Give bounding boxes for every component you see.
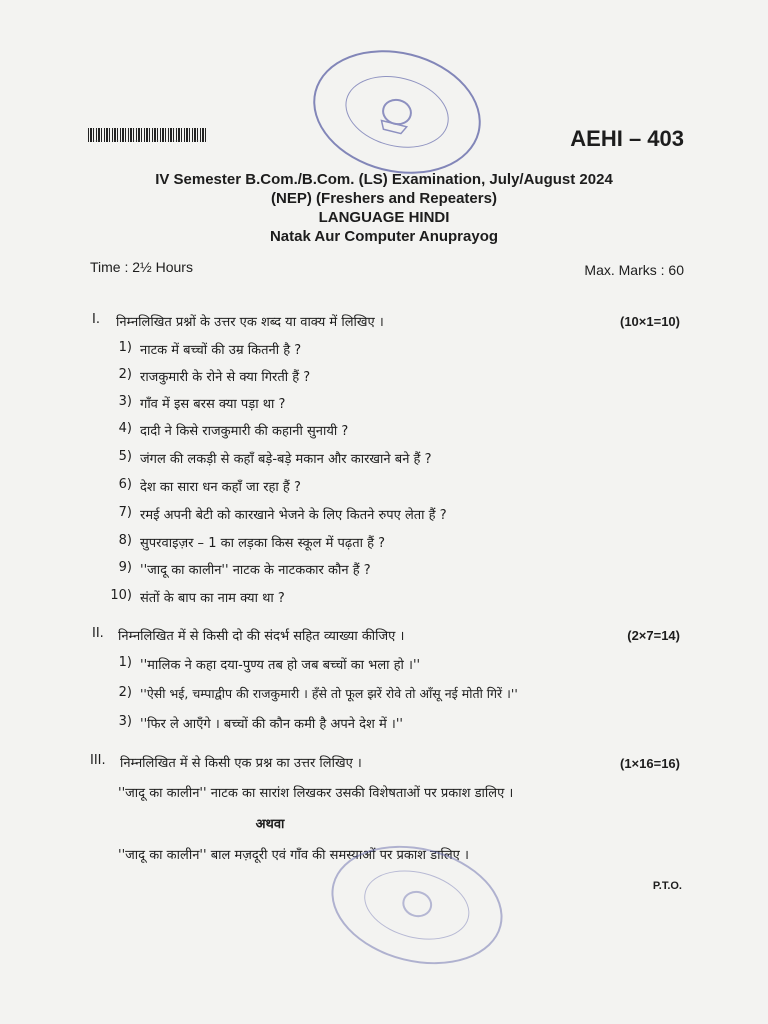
question-text: राजकुमारी के रोने से क्या गिरती हैं ? bbox=[140, 370, 311, 385]
paper-title: Natak Aur Computer Anuprayog bbox=[269, 228, 499, 245]
question-number: 7) bbox=[118, 505, 132, 520]
question-number: 5) bbox=[118, 449, 132, 464]
question-number: 3) bbox=[118, 714, 132, 729]
exam-subtitle: (NEP) (Freshers and Repeaters) bbox=[271, 190, 497, 207]
college-seal-top bbox=[300, 33, 494, 191]
question-text: ''फिर ले आएँगे । बच्चों की कौन कमी है अपने देश में ।'' bbox=[140, 717, 403, 732]
or-label: अथवा bbox=[255, 817, 285, 832]
max-marks: Max. Marks : 60 bbox=[584, 262, 684, 278]
seal-emblem-icon bbox=[321, 831, 513, 979]
question-number: 1) bbox=[118, 340, 132, 355]
question-text: ''मालिक ने कहा दया-पुण्य तब हो जब बच्चों का भला हो ।'' bbox=[140, 658, 421, 673]
question-text: रमई अपनी बेटी को कारखाने भेजने के लिए कितने रुपए लेता हैं ? bbox=[140, 508, 447, 523]
section-1-marks: (10×1=10) bbox=[620, 314, 680, 329]
subject-title: LANGUAGE HINDI bbox=[318, 209, 450, 226]
section-3-question-a: ''जादू का कालीन'' नाटक का सारांश लिखकर उसकी विशेषताओं पर प्रकाश डालिए । bbox=[118, 786, 514, 801]
question-text: ''जादू का कालीन'' नाटक के नाटककार कौन हैं ? bbox=[140, 563, 371, 578]
section-3-number: III. bbox=[90, 753, 106, 768]
question-text: ''ऐसी भई, चम्पाद्वीप की राजकुमारी । हँसे तो फूल झरें रोवे तो आँसू नई मोती गिरें ।'' bbox=[140, 686, 518, 701]
section-2-marks: (2×7=14) bbox=[627, 628, 680, 643]
section-2-number: II. bbox=[92, 626, 104, 641]
paper-code: AEHI – 403 bbox=[570, 126, 684, 151]
question-number: 8) bbox=[118, 533, 132, 548]
question-number: 10) bbox=[110, 588, 132, 603]
section-3-instruction: निम्नलिखित में से किसी एक प्रश्न का उत्तर लिखिए । bbox=[120, 756, 362, 771]
seal-emblem-icon bbox=[302, 36, 491, 189]
question-number: 4) bbox=[118, 421, 132, 436]
question-number: 3) bbox=[118, 394, 132, 409]
college-seal-bottom bbox=[319, 829, 515, 982]
time-allowed: Time : 2½ Hours bbox=[90, 259, 193, 275]
question-number: 6) bbox=[118, 477, 132, 492]
section-1-instruction: निम्नलिखित प्रश्नों के उत्तर एक शब्द या वाक्य में लिखिए । bbox=[116, 315, 384, 330]
question-number: 9) bbox=[118, 560, 132, 575]
barcode bbox=[88, 128, 206, 142]
question-text: गाँव में इस बरस क्या पड़ा था ? bbox=[140, 397, 286, 412]
question-text: सुपरवाइज़र – 1 का लड़का किस स्कूल में पढ़ता हैं ? bbox=[140, 536, 386, 551]
exam-title: IV Semester B.Com./B.Com. (LS) Examination, July/August 2024 bbox=[155, 171, 613, 188]
question-text: देश का सारा धन कहाँ जा रहा हैं ? bbox=[140, 480, 301, 495]
question-text: संतों के बाप का नाम क्या था ? bbox=[140, 591, 285, 606]
question-number: 1) bbox=[118, 655, 132, 670]
question-text: दादी ने किसे राजकुमारी की कहानी सुनायी ? bbox=[140, 424, 349, 439]
question-text: जंगल की लकड़ी से कहाँ बड़े-बड़े मकान और कारखाने बने हैं ? bbox=[140, 452, 432, 467]
pto-label: P.T.O. bbox=[652, 880, 682, 892]
question-number: 2) bbox=[118, 367, 132, 382]
section-1-number: I. bbox=[92, 312, 100, 327]
section-3-question-b: ''जादू का कालीन'' बाल मज़दूरी एवं गाँव की समस्याओं पर प्रकाश डालिए । bbox=[118, 848, 469, 863]
section-3-marks: (1×16=16) bbox=[620, 756, 680, 771]
question-number: 2) bbox=[118, 685, 132, 700]
question-text: नाटक में बच्चों की उम्र कितनी है ? bbox=[140, 343, 302, 358]
section-2-instruction: निम्नलिखित में से किसी दो की संदर्भ सहित व्याख्या कीजिए । bbox=[118, 629, 405, 644]
